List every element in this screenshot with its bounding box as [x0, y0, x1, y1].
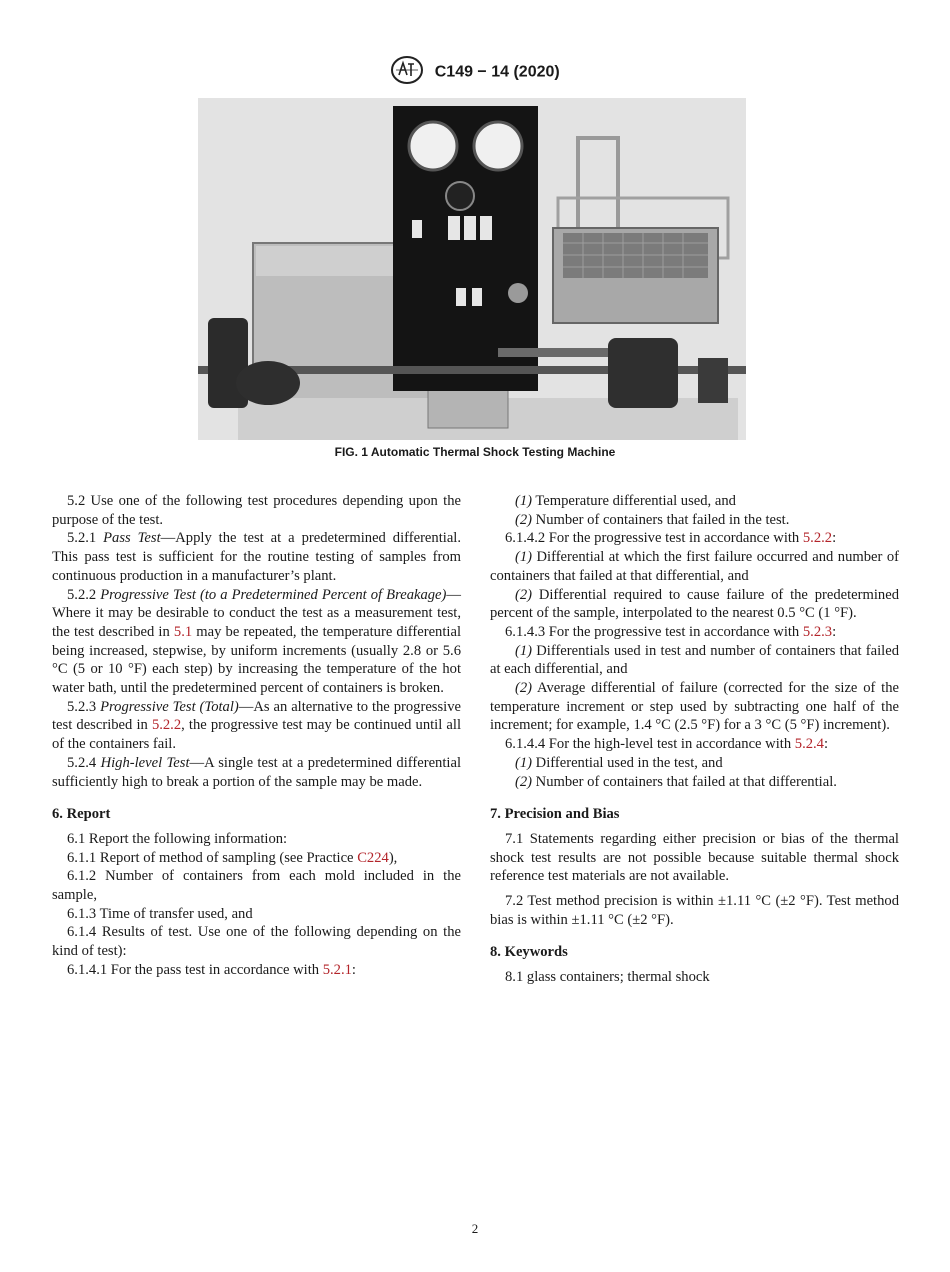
paragraph-text: ), — [388, 849, 398, 866]
item-text: Number of containers that failed at that differential. — [532, 773, 837, 790]
paragraph-text: —A single test at a predetermined differential sufficiently high to break a portion of the sample may be made. — [52, 754, 461, 790]
section-title: Progressive Test (Total) — [100, 698, 239, 715]
section-number: 5.2.3 — [67, 698, 101, 715]
ref-link-5-1[interactable]: 5.1 — [173, 623, 193, 640]
list-item — [490, 548, 899, 585]
right-column — [490, 492, 899, 987]
paragraph-6-1-2: 6.1.2 Number of containers from each mold included in the sample, — [52, 868, 461, 904]
item-text: Number of containers that failed in the test. — [532, 511, 790, 528]
item-text: Average differential of failure (corrected for the size of the temperature increment or step used by subtracting one half of the increment; for example, 1.4 °C (2.5 °F) for a 3 °C (5 °F) increment). — [490, 680, 899, 734]
list-item — [490, 642, 899, 679]
section-title: Pass Test — [103, 530, 161, 547]
paragraph-5-2: 5.2 Use one of the following test procedures depending upon the purpose of the test. — [52, 493, 461, 528]
section-number: 5.2.4 — [67, 754, 101, 771]
item-text: Differential used in the test, and — [532, 754, 723, 771]
astm-logo-icon — [390, 55, 424, 90]
item-number: (2) — [515, 773, 533, 790]
figure-caption: FIG. 1 Automatic Thermal Shock Testing Machine — [334, 445, 616, 459]
left-column — [52, 492, 461, 980]
list-item — [490, 773, 899, 792]
paragraph-8-1: 8.1 glass containers; thermal shock — [505, 969, 710, 986]
section-title: High-level Test — [100, 754, 190, 771]
ref-link-5-2-4[interactable]: 5.2.4 — [794, 736, 824, 753]
page-header — [0, 55, 950, 90]
paragraph-6-1-1 — [52, 849, 461, 868]
section-title: Progressive Test (to a Predetermined Percent of Breakage) — [100, 586, 447, 603]
paragraph-text: 6.1.4.3 For the progressive test in accordance with — [505, 623, 803, 640]
item-text: Differentials used in test and number of containers that failed at each differential, and — [490, 642, 899, 678]
paragraph-text: 6.1.4.1 For the pass test in accordance with — [67, 961, 323, 978]
item-number: (2) — [515, 680, 533, 697]
item-number: (2) — [515, 511, 533, 528]
item-text: Differential at which the first failure occurred and number of containers that failed at that differential, and — [490, 549, 899, 584]
page-number: 2 — [471, 1221, 479, 1236]
list-item — [490, 492, 899, 511]
section-number: 5.2.1 — [67, 530, 104, 547]
paragraph-text: —As an alternative to the progressive test described in — [52, 698, 461, 734]
item-number: (1) — [515, 549, 533, 566]
paragraph-text: : — [832, 623, 837, 640]
item-number: (1) — [515, 493, 533, 509]
paragraph-text: 6.1.4.4 For the high-level test in accordance with — [505, 736, 795, 753]
item-number: (1) — [515, 642, 533, 659]
paragraph-7-2: 7.2 Test method precision is within ±1.11 °C (±2 °F). Test method bias is within ±1.11 °C (±2 °F). — [490, 893, 899, 928]
paragraph-6-1-4-1 — [52, 961, 461, 980]
heading-precision-bias: 7. Precision and Bias — [490, 806, 620, 823]
item-text: Temperature differential used, and — [532, 493, 736, 509]
section-number: 5.2.2 — [67, 586, 101, 603]
paragraph-5-2-1 — [52, 529, 461, 585]
paragraph-7-1: 7.1 Statements regarding either precision or bias of the thermal shock test results are not possible because suitable thermal shock reference test materials are not available. — [490, 830, 899, 885]
ref-link-5-2-2[interactable]: 5.2.2 — [802, 530, 833, 547]
list-item — [490, 511, 899, 530]
paragraph-text: —Apply the test at a predetermined differential. This pass test is sufficient for the routine testing of samples from continuous production in a manufacturer’s plant. — [52, 530, 461, 584]
item-text: Differential required to cause failure of the predetermined percent of the sample, interpolated to the nearest 0.5 °C (1 °F). — [490, 586, 899, 622]
paragraph-text: 6.1.4.2 For the progressive test in accordance with — [505, 530, 803, 547]
paragraph-5-2-3 — [52, 698, 461, 754]
paragraph-6-1-4-2 — [490, 529, 899, 548]
heading-keywords: 8. Keywords — [490, 944, 568, 961]
ref-link-c224[interactable]: C224 — [357, 849, 389, 866]
paragraph-text: may be repeated, the temperature differential being increased, stepwise, by uniform increments (usually 2.8 or 5.6 °C (5 or 10 °F) each step) by increasing the temperature of the hot water bath, until the predetermined percent of containers is broken. — [52, 623, 461, 697]
list-item — [490, 586, 899, 623]
paragraph-6-1-4-3 — [490, 623, 899, 642]
paragraph-6-1-4: 6.1.4 Results of test. Use one of the following depending on the kind of test): — [52, 924, 461, 960]
paragraph-6-1-3: 6.1.3 Time of transfer used, and — [67, 905, 253, 922]
paragraph-text: : — [832, 530, 837, 547]
paragraph-text: —Where it may be desirable to conduct the test as a measurement test, the test described in — [52, 586, 461, 640]
heading-report: 6. Report — [52, 806, 111, 823]
paragraph-text: 6.1.1 Report of method of sampling (see Practice — [67, 849, 358, 866]
paragraph-5-2-4 — [52, 754, 461, 791]
paragraph-5-2-2 — [52, 586, 461, 698]
paragraph-6-1: 6.1 Report the following information: — [67, 830, 288, 847]
list-item — [490, 679, 899, 735]
item-number: (1) — [515, 754, 533, 771]
list-item — [490, 754, 899, 773]
figure-photo — [198, 98, 746, 440]
ref-link-5-2-1[interactable]: 5.2.1 — [322, 961, 352, 978]
paragraph-6-1-4-4 — [490, 735, 899, 754]
ref-link-5-2-3[interactable]: 5.2.3 — [802, 623, 833, 640]
standard-designation: C149 − 14 (2020) — [434, 63, 560, 81]
paragraph-text: : — [823, 736, 829, 753]
item-number: (2) — [515, 586, 533, 603]
paragraph-text: : — [351, 961, 356, 978]
ref-link-5-2-2[interactable]: 5.2.2 — [151, 717, 182, 734]
paragraph-text: , the progressive test may be continued until all of the containers fail. — [52, 717, 461, 753]
thermal-shock-testing-machine-photo — [198, 98, 746, 440]
